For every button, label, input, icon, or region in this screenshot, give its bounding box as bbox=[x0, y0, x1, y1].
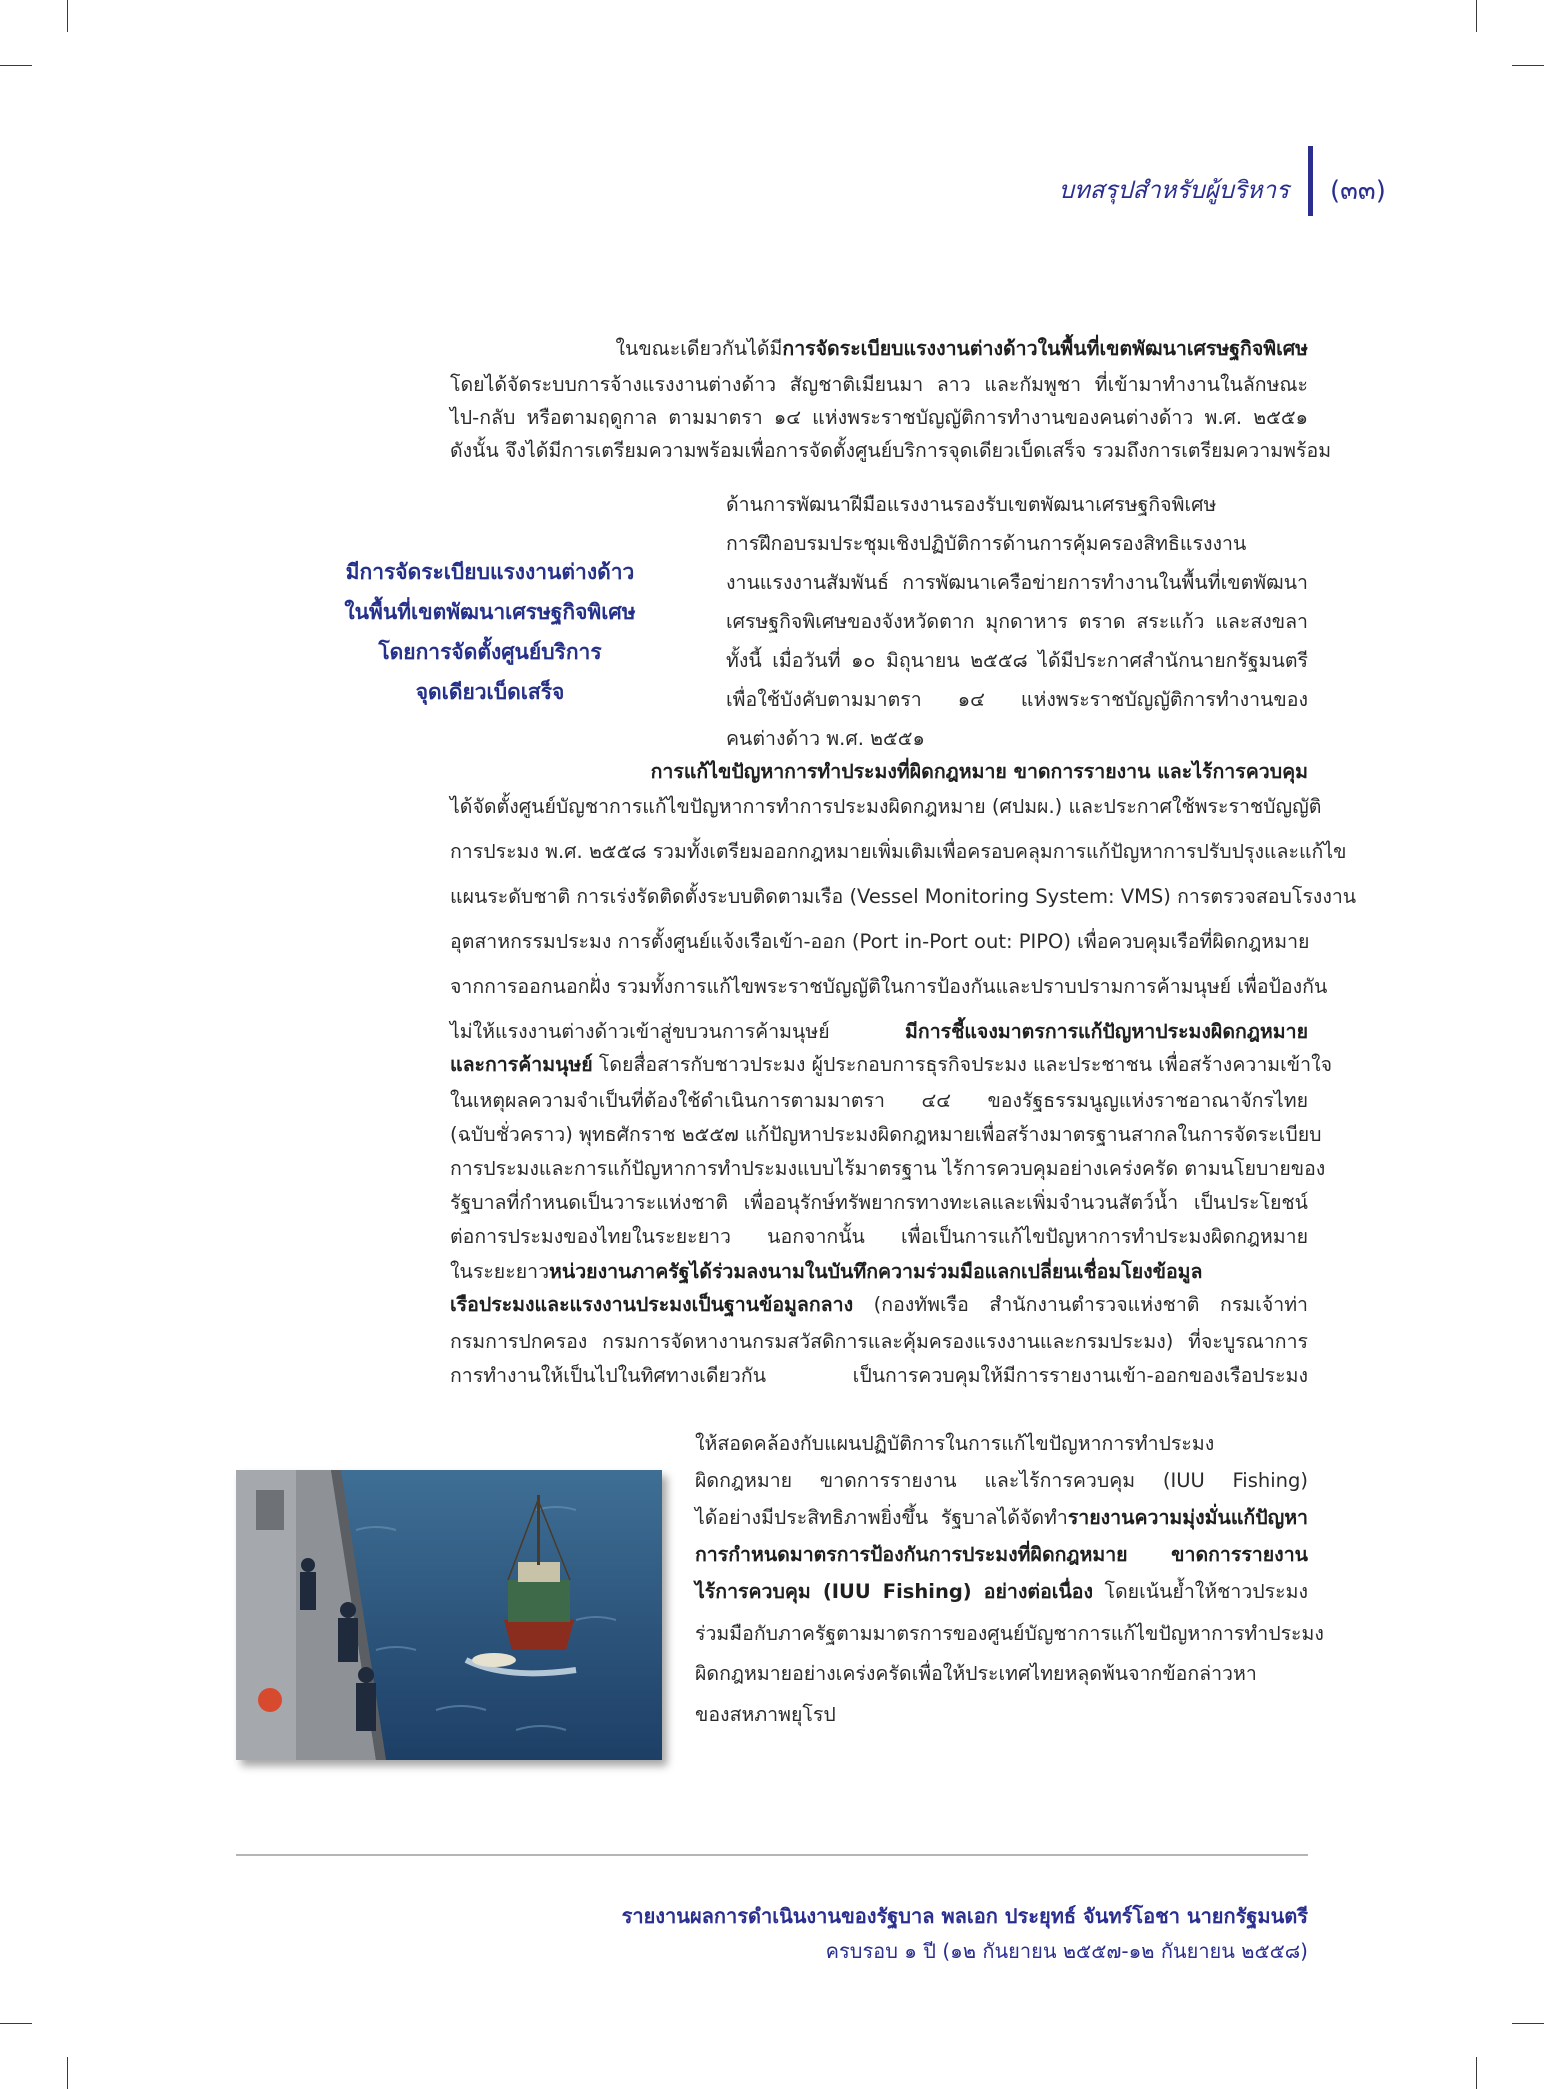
body-text-line: เพื่อใช้บังคับตามมาตรา ๑๔ แห่งพระราชบัญญัติการทำงานของ bbox=[726, 688, 1308, 711]
navy-ship-boarding-photo bbox=[236, 1470, 662, 1760]
para1-lead: ในขณะเดียวกันได้มี bbox=[615, 337, 783, 360]
para1-last-line: คนต่างด้าว พ.ศ. ๒๕๕๑ bbox=[726, 727, 925, 750]
body-text-line: ทั้งนี้ เมื่อวันที่ ๑๐ มิถุนายน ๒๕๕๘ ได้มีประกาศสำนักนายกรัฐมนตรี bbox=[726, 649, 1308, 672]
crop-mark bbox=[67, 0, 68, 32]
line-bold: รายงานความมุ่งมั่นแก้ปัญหา bbox=[1067, 1506, 1308, 1529]
body-text-line: ต่อการประมงของไทยในระยะยาว นอกจากนั้น เพื่อเป็นการแก้ไขปัญหาการทำประมงผิดกฎหมาย bbox=[450, 1225, 1308, 1248]
header-divider bbox=[1308, 146, 1313, 216]
pull-quote bbox=[320, 552, 660, 712]
pull-quote-line: โดยการจัดตั้งศูนย์บริการ bbox=[378, 640, 602, 664]
line-text: ไม่ให้แรงงานต่างด้าวเข้าสู่ขบวนการค้ามนุษย์ bbox=[450, 1020, 906, 1043]
crop-mark bbox=[1476, 2057, 1477, 2089]
footer-title: รายงานผลการดำเนินงานของรัฐบาล พลเอก ประยุทธ์ จันทร์โอชา นายกรัฐมนตรี bbox=[621, 1904, 1308, 1928]
body-text-line: การทำงานให้เป็นไปในทิศทางเดียวกัน เป็นการควบคุมให้มีการรายงานเข้า-ออกของเรือประมง bbox=[450, 1364, 1308, 1387]
body-text-line: จากการออกนอกฝั่ง รวมทั้งการแก้ไขพระราชบัญญัติในการป้องกันและปราบปรามการค้ามนุษย์ เพื่อป้องกัน bbox=[450, 975, 1328, 998]
body-text-line: เศรษฐกิจพิเศษของจังหวัดตาก มุกดาหาร ตราด สระแก้ว และสงขลา bbox=[726, 610, 1308, 633]
body-text-line: การประมง พ.ศ. ๒๕๕๘ รวมทั้งเตรียมออกกฎหมายเพิ่มเติมเพื่อครอบคลุมการแก้ปัญหาการปรับปรุงและแก้ไข bbox=[450, 840, 1347, 863]
line-bold: หน่วยงานภาครัฐได้ร่วมลงนามในบันทึกความร่วมมือแลกเปลี่ยนเชื่อมโยงข้อมูล bbox=[549, 1260, 1203, 1283]
line-bold: ไร้การควบคุม (IUU Fishing) อย่างต่อเนื่อง bbox=[695, 1580, 1094, 1603]
body-text-line: ร่วมมือกับภาครัฐตามมาตรการของศูนย์บัญชาการแก้ไขปัญหาการทำประมง bbox=[695, 1622, 1324, 1645]
body-text-line: ผิดกฎหมาย ขาดการรายงาน และไร้การควบคุม (IUU Fishing) bbox=[695, 1469, 1308, 1492]
para2-line bbox=[695, 1577, 1308, 1607]
body-text-line: (ฉบับชั่วคราว) พุทธศักราช ๒๕๕๗ แก้ปัญหาประมงผิดกฎหมายเพื่อสร้างมาตรฐานสากลในการจัดระเบียบ bbox=[450, 1123, 1322, 1146]
pull-quote-line: จุดเดียวเบ็ดเสร็จ bbox=[415, 680, 565, 704]
body-text-line: ด้านการพัฒนาฝีมือแรงงานรองรับเขตพัฒนาเศรษฐกิจพิเศษ bbox=[726, 493, 1217, 516]
body-text-line: กรมการปกครอง กรมการจัดหางานกรมสวัสดิการและคุ้มครองแรงงานและกรมประมง) ที่จะบูรณาการ bbox=[450, 1330, 1308, 1353]
para2-line bbox=[450, 1050, 1333, 1080]
line-bold: เรือประมงและแรงงานประมงเป็นฐานข้อมูลกลาง bbox=[450, 1293, 854, 1316]
crop-mark bbox=[1512, 2023, 1544, 2024]
para2-line bbox=[695, 1503, 1308, 1533]
para2-line bbox=[450, 1257, 1308, 1287]
running-header-title: บทสรุปสำหรับผู้บริหาร bbox=[1058, 176, 1289, 204]
line-bold: และการค้ามนุษย์ bbox=[450, 1053, 593, 1076]
para2-line bbox=[450, 1017, 1308, 1047]
crop-mark bbox=[0, 65, 32, 66]
para1-line bbox=[615, 334, 1308, 364]
para1-heading: การจัดระเบียบแรงงานต่างด้าวในพื้นที่เขตพัฒนาเศรษฐกิจพิเศษ bbox=[782, 337, 1308, 360]
line-text: โดยเน้นย้ำให้ชาวประมง bbox=[1093, 1580, 1308, 1603]
crop-mark bbox=[1512, 65, 1544, 66]
body-text-line: การฝึกอบรมประชุมเชิงปฏิบัติการด้านการคุ้มครองสิทธิแรงงาน bbox=[726, 532, 1247, 555]
crop-mark bbox=[67, 2057, 68, 2089]
line-bold: การกำหนดมาตรการป้องกันการประมงที่ผิดกฎหมาย ขาดการรายงาน bbox=[695, 1543, 1308, 1566]
photo-illustration bbox=[236, 1470, 662, 1760]
pull-quote-line: มีการจัดระเบียบแรงงานต่างด้าว bbox=[345, 560, 635, 584]
pull-quote-line: ในพื้นที่เขตพัฒนาเศรษฐกิจพิเศษ bbox=[344, 600, 636, 624]
body-text-line: รัฐบาลที่กำหนดเป็นวาระแห่งชาติ เพื่ออนุรักษ์ทรัพยากรทางทะเลและเพิ่มจำนวนสัตว์น้ำ เป็นประโยชน์ bbox=[450, 1191, 1308, 1214]
para2-heading-text: การแก้ไขปัญหาการทำประมงที่ผิดกฎหมาย ขาดการรายงาน และไร้การควบคุม bbox=[650, 760, 1308, 783]
page-number: (๓๓) bbox=[1330, 176, 1386, 206]
line-bold: มีการชี้แจงมาตรการแก้ปัญหาประมงผิดกฎหมาย bbox=[905, 1020, 1308, 1043]
para2-line bbox=[695, 1540, 1308, 1570]
body-text-line: ไป-กลับ หรือตามฤดูกาล ตามมาตรา ๑๔ แห่งพระราชบัญญัติการทำงานของคนต่างด้าว พ.ศ. ๒๕๕๑ bbox=[450, 406, 1308, 429]
body-text-line: โดยได้จัดระบบการจ้างแรงงานต่างด้าว สัญชาติเมียนมา ลาว และกัมพูชา ที่เข้ามาทำงานในลักษณะ bbox=[450, 373, 1308, 396]
footer-subtitle: ครบรอบ ๑ ปี (๑๒ กันยายน ๒๕๕๗-๑๒ กันยายน ๒๕๕๘) bbox=[825, 1939, 1308, 1963]
body-text-line: ดังนั้น จึงได้มีการเตรียมความพร้อมเพื่อการจัดตั้งศูนย์บริการจุดเดียวเบ็ดเสร็จ รวมถึงการเตรียมความพร้อม bbox=[450, 439, 1332, 462]
crop-mark bbox=[1476, 0, 1477, 32]
line-text: ในระยะยาว bbox=[450, 1260, 550, 1283]
body-text-line: ในเหตุผลความจำเป็นที่ต้องใช้ดำเนินการตามมาตรา ๔๔ ของรัฐธรรมนูญแห่งราชอาณาจักรไทย bbox=[450, 1089, 1308, 1112]
body-text-line: การประมงและการแก้ปัญหาการทำประมงแบบไร้มาตรฐาน ไร้การควบคุมอย่างเคร่งครัด ตามนโยบายของ bbox=[450, 1157, 1326, 1180]
body-text-line: ผิดกฎหมายอย่างเคร่งครัดเพื่อให้ประเทศไทยหลุดพ้นจากข้อกล่าวหา bbox=[695, 1662, 1257, 1685]
line-text: โดยสื่อสารกับชาวประมง ผู้ประกอบการธุรกิจประมง และประชาชน เพื่อสร้างความเข้าใจ bbox=[592, 1053, 1333, 1076]
para2-last-line: ของสหภาพยุโรป bbox=[695, 1703, 836, 1726]
body-text-line: ให้สอดคล้องกับแผนปฏิบัติการในการแก้ไขปัญหาการทำประมง bbox=[695, 1432, 1215, 1455]
para2-line bbox=[450, 1290, 1308, 1320]
line-text: ได้อย่างมีประสิทธิภาพยิ่งขึ้น รัฐบาลได้จัดทำ bbox=[695, 1506, 1068, 1529]
body-text-line: แผนระดับชาติ การเร่งรัดติดตั้งระบบติดตามเรือ (Vessel Monitoring System: VMS) การตรวจสอบโรงงาน bbox=[450, 885, 1357, 908]
para2-heading bbox=[651, 757, 1308, 787]
body-text-line: อุตสาหกรรมประมง การตั้งศูนย์แจ้งเรือเข้า-ออก (Port in-Port out: PIPO) เพื่อควบคุมเรือที่ผิดกฎหมาย bbox=[450, 930, 1310, 953]
body-text-line: ได้จัดตั้งศูนย์บัญชาการแก้ไขปัญหาการทำการประมงผิดกฎหมาย (ศปมผ.) และประกาศใช้พระราชบัญญัติ bbox=[450, 795, 1322, 818]
line-text: (กองทัพเรือ สำนักงานตำรวจแห่งชาติ กรมเจ้าท่า bbox=[853, 1293, 1308, 1316]
footer-rule bbox=[236, 1854, 1308, 1856]
body-text-line: งานแรงงานสัมพันธ์ การพัฒนาเครือข่ายการทำงานในพื้นที่เขตพัฒนา bbox=[726, 571, 1308, 594]
crop-mark bbox=[0, 2023, 32, 2024]
